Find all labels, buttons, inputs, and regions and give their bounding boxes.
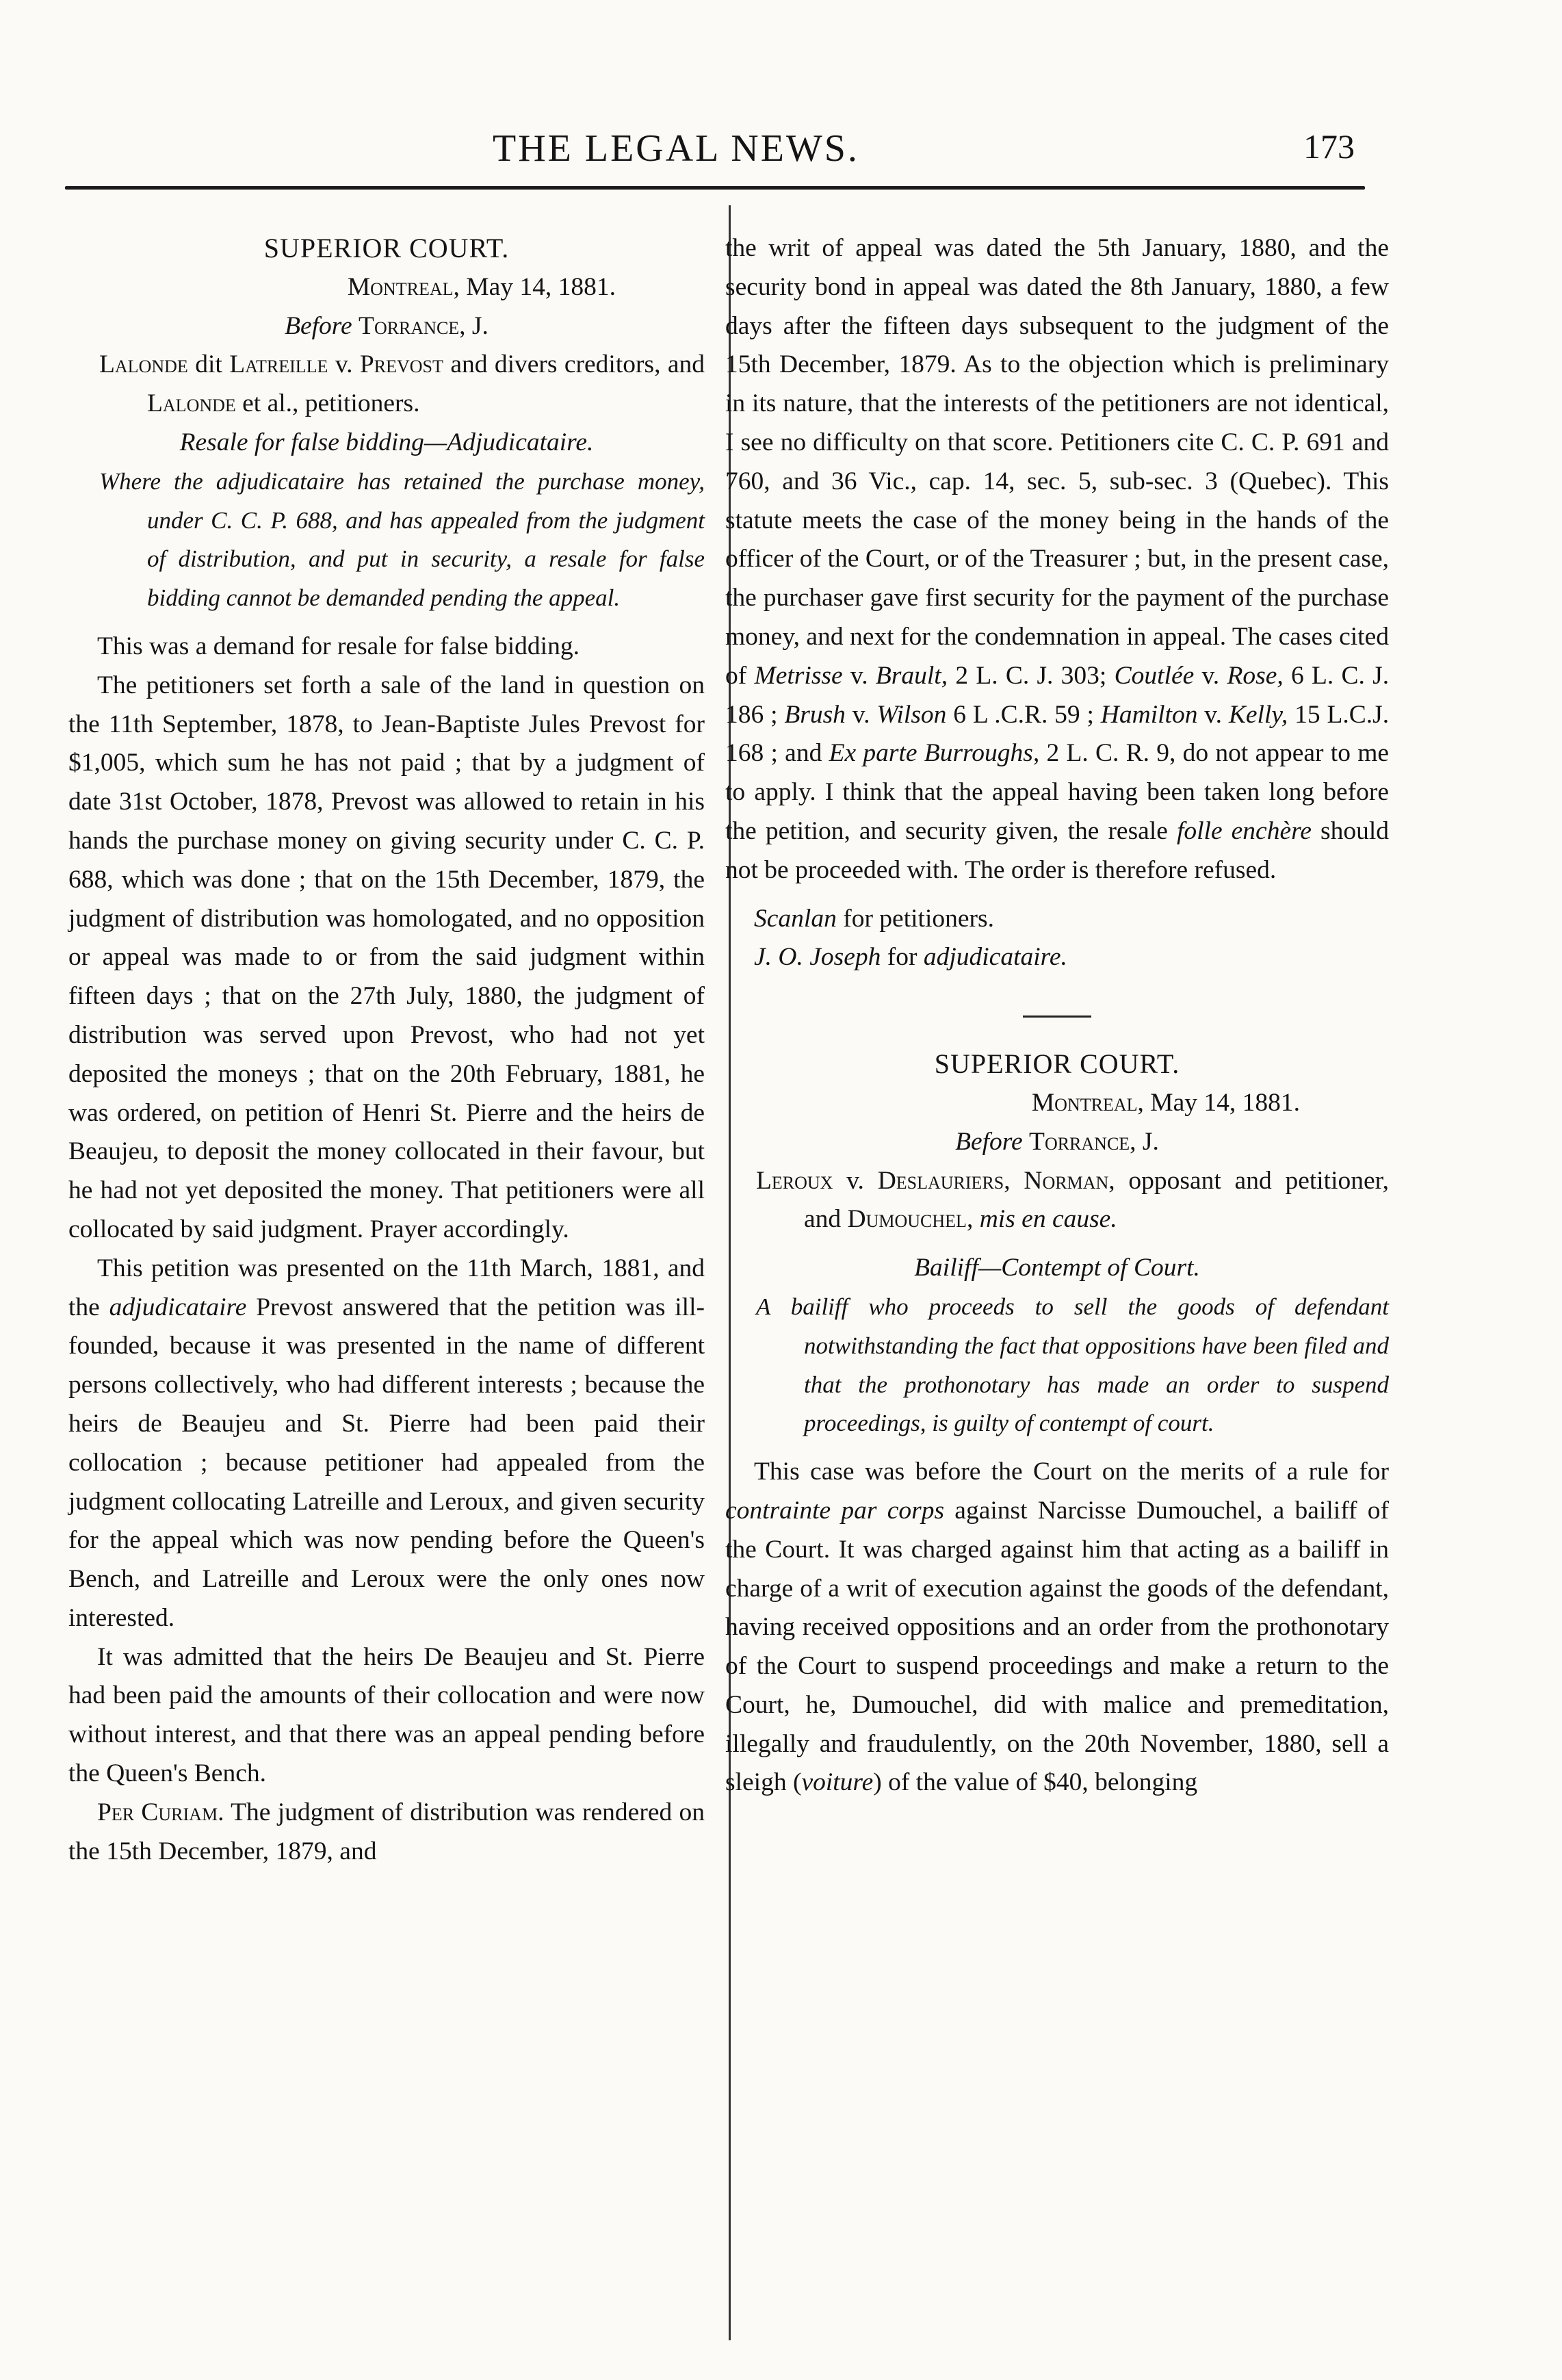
italic-term: folle enchère (1176, 816, 1312, 845)
parties-text: opposant and petitioner, and (804, 1166, 1390, 1234)
judge-line (68, 307, 705, 346)
party-name: Latreille (229, 350, 328, 379)
page-header (0, 127, 1562, 181)
citation-ref: 15 L.C.J. 168 ; and (725, 700, 1390, 768)
paragraph (68, 1794, 705, 1872)
court-heading: SUPERIOR COURT. (934, 1048, 1180, 1080)
counsel-role: adjudicataire. (923, 943, 1067, 972)
text-run: The judgment of distribution was rendered on the 15th December, 1879, and (68, 1798, 705, 1865)
party-name: Prevost (359, 350, 443, 379)
versus: v. (852, 700, 870, 729)
case-citation: Brault, (875, 661, 948, 690)
party-name: Lalonde (99, 350, 188, 379)
journal-title: THE LEGAL NEWS. (493, 127, 859, 170)
per-curiam: Per Curiam. (97, 1798, 224, 1826)
dateline (68, 268, 705, 307)
case-citation: Kelly, (1228, 700, 1288, 729)
right-column (725, 229, 1389, 1802)
paragraph: This was a demand for resale for false bidding. (97, 632, 580, 660)
versus: v. (850, 661, 868, 690)
before-label: Before (285, 311, 352, 340)
section-divider (1023, 1016, 1091, 1018)
paragraph (725, 229, 1389, 890)
case-citation: Metrisse (754, 661, 843, 690)
counsel-name: J. O. Joseph (754, 943, 881, 972)
counsel-line (725, 900, 1389, 939)
paragraph: The petitioners set forth a sale of the land in question on the 11th September, 1878, to Jean-Baptiste Jules Prevost for $1,005, which sum he has not paid ; that by a judgment of date 31st October, 1878, Prevost was allowed to retain in his hands the purchase money on giving security under C. C. P. 688, which was done ; that on the 15th December, 1879, the judgment of distribution was homologated, and no opposition or appeal was made to or from the said judgment within fifteen days ; that on the 27th July, 1880, the judgment of distribution was served upon Prevost, who had not yet deposited the moneys ; that on the 20th February, 1881, he was ordered, on petition of Henri St. Pierre and the heirs de Beaujeu, to deposit the money collocated in their favour, but he had not yet deposited the money. That petitioners were all collocated by said judgment. Prayer accordingly. (68, 671, 705, 1243)
parties-text: and divers creditors, and (450, 350, 705, 379)
counsel-name: Scanlan (754, 904, 837, 933)
case-parties (725, 1162, 1389, 1240)
italic-term: voiture (801, 1768, 874, 1797)
place: Montreal, (347, 272, 460, 301)
headnote-title: Resale for false bidding—Adjudicataire. (179, 428, 594, 456)
case-citation: Hamilton (1100, 700, 1198, 729)
dateline (725, 1084, 1389, 1123)
text-run: Prevost answered that the petition was ill-founded, because it was presented in the name of different persons collectively, who had different interests ; because the heirs de Beaujeu and St. Pierre had been paid their collocation ; because petitioner had appealed from the judgment collocating Latreille and Leroux, and given security for the appeal which was now pending before the Queen's Bench, and Latreille and Leroux were the only ones now interested. (68, 1293, 705, 1632)
page-number: 173 (1303, 127, 1355, 166)
counsel-line (725, 938, 1389, 977)
syllabus: Where the adjudicataire has retained the purchase money, under C. C. P. 688, and has appealed from the judgment of distribution, and put in security, a resale for false bidding cannot be demanded pending the appeal. (99, 467, 705, 612)
text-run: ) of the value of $40, belonging (873, 1768, 1198, 1797)
parties-text: et al., petitioners. (242, 389, 420, 418)
party-name: Lalonde (147, 389, 236, 418)
text-run: against Narcisse Dumouchel, a bailiff of the Court. It was charged against him that acting as a bailiff in charge of a writ of execution against the goods of the defendant, having received oppositions and an order from the prothonotary of the Court to suspend proceedings and make a return to the Court, he, Dumouchel, did with malice and premeditation, illegally and fraudulently, on the 20th November, 1880, sell a sleigh ( (725, 1496, 1389, 1797)
case-citation: Rose, (1227, 661, 1284, 690)
headnote-title: Bailiff—Contempt of Court. (914, 1254, 1200, 1282)
paragraph (68, 1250, 705, 1638)
spacer (68, 618, 705, 628)
date: May 14, 1881. (1150, 1088, 1300, 1117)
before-label: Before (955, 1127, 1023, 1156)
text-run: 2 L. C. R. 9, do not appear to me to apply. I think that the appeal having been taken long before the petition, and security given, the resale (725, 739, 1390, 845)
versus: v. (335, 350, 353, 379)
counsel-role: for (887, 943, 917, 972)
case-citation: Brush (784, 700, 846, 729)
spacer (725, 1239, 1389, 1249)
versus: v. (846, 1166, 864, 1195)
header-rule (65, 186, 1365, 190)
text-run: This case was before the Court on the merits of a rule for (754, 1458, 1389, 1486)
case-citation: Coutlée (1114, 661, 1195, 690)
citation-ref: 2 L. C. J. 303; (955, 661, 1107, 690)
versus: v. (1201, 661, 1220, 690)
parties-text: mis en cause. (979, 1205, 1117, 1234)
text-run: This petition was presented on the 11th March, 1881, and the (68, 1254, 705, 1321)
case-parties (68, 346, 705, 424)
party-name: Dumouchel, (847, 1205, 974, 1234)
syllabus: A bailiff who proceeds to sell the goods of defendant notwithstanding the fact that oppositions have been filed and that the prothonotary has made an order to suspend proceedings, is guilty of contempt of court. (756, 1293, 1389, 1437)
text-run: the writ of appeal was dated the 5th January, 1880, and the security bond in appeal was dated the 8th January, 1880, a few days after the fifteen days subsequent to the judgment of the 15th December, 1879. As to the objection which is preliminary in its nature, that the interests of the petitioners are not identical, I see no difficulty on that score. Petitioners cite C. C. P. 691 and 760, and 36 Vic., cap. 14, sec. 5, sub-sec. 3 (Quebec). This statute meets the case of the money being in the hands of the officer of the Court, or of the Treasurer ; but, in the present case, the purchaser gave first security for the payment of the purchase money, and next for the condemnation in appeal. The cases cited of (725, 234, 1389, 690)
citation-ref: 6 L .C.R. 59 ; (953, 700, 1094, 729)
party-name: Deslauriers, Norman, (877, 1166, 1115, 1195)
judge-name: Torrance, J. (1029, 1127, 1159, 1156)
left-column (68, 229, 705, 1871)
court-heading: SUPERIOR COURT. (263, 233, 510, 263)
judge-line (725, 1123, 1389, 1162)
text-run: should not be proceeded with. The order is therefore refused. (725, 816, 1390, 884)
versus: v. (1204, 700, 1222, 729)
judge-name: Torrance, J. (359, 311, 489, 340)
spacer (725, 890, 1389, 900)
case-citation: Wilson (876, 700, 947, 729)
place: Montreal, (1031, 1088, 1144, 1117)
paragraph: It was admitted that the heirs De Beaujeu and St. Pierre had been paid the amounts of their collocation and were now without interest, and that there was an appeal pending before the Queen's Bench. (68, 1642, 705, 1788)
dit-word: dit (195, 350, 222, 379)
italic-term: adjudicataire (109, 1293, 247, 1321)
paragraph (725, 1453, 1389, 1802)
spacer (725, 1443, 1389, 1453)
citation-ref: 6 L. C. J. 186 ; (725, 661, 1390, 729)
case-citation: Ex parte Burroughs, (829, 739, 1040, 768)
counsel-role: for petitioners. (843, 904, 994, 933)
party-name: Leroux (756, 1166, 833, 1195)
date: May 14, 1881. (466, 272, 616, 301)
italic-term: contrainte par corps (725, 1496, 945, 1525)
